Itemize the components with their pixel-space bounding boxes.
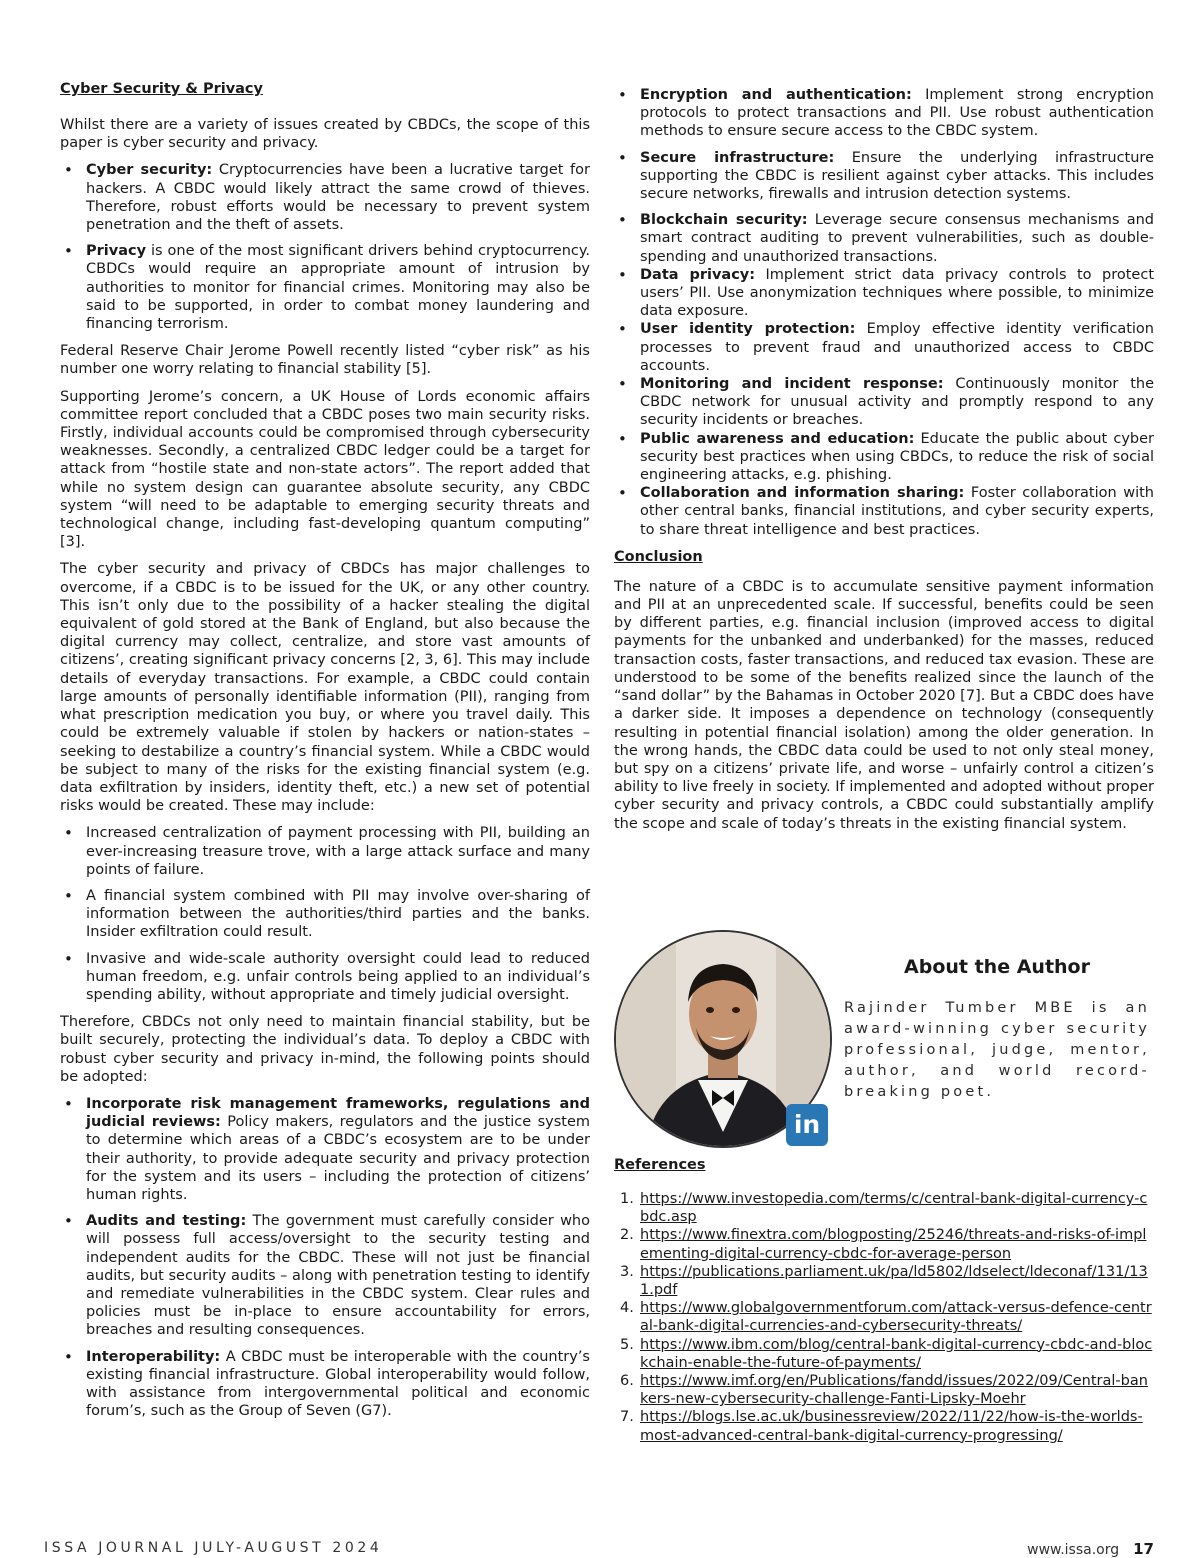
page-number: 17 <box>1133 1540 1154 1558</box>
list-item: • A financial system combined with PII may involve over-sharing of information between the authorities/third parties and the banks. Insider exfiltration could result. <box>60 887 590 942</box>
reference-item <box>614 1226 1154 1262</box>
reference-link[interactable]: https://blogs.lse.ac.uk/businessreview/2022/11/22/how-is-the-worlds-most-advanced-central-bank-digital-currency-progressing/ <box>640 1409 1143 1444</box>
adoption-paragraph: Therefore, CBDCs not only need to maintain financial stability, but be built securely, protecting the individual’s data. To deploy a CBDC with robust cyber security and privacy in-mind, the following points should be adopted: <box>60 1014 590 1085</box>
item-text: Implement strict data privacy controls to protect users’ PII. Use anonymization techniques where possible, to minimize data exposure. <box>640 266 1154 320</box>
list-item: • Increased centralization of payment processing with PII, building an ever-increasing treasure trove, with a large attack surface and many points of failure. <box>60 824 590 879</box>
points-list-continued <box>614 86 1154 539</box>
item-text: Foster collaboration with other central banks, financial institutions, and cyber security experts, to share threat intelligence and best practices. <box>640 485 1154 538</box>
reference-link[interactable]: https://www.finextra.com/blogposting/25246/threats-and-risks-of-implementing-digital-currency-cbdc-for-average-person <box>640 1227 1147 1262</box>
item-text: A CBDC must be interoperable with the country’s existing financial infrastructure. Global interoperability would follow, with assistance from intergovernmental political and economic forum’s, such as the Group of Seven (G7). <box>86 1348 590 1420</box>
item-text: Ensure the underlying infrastructure supporting the CBDC is resilient against cyber attacks. This includes secure networks, firewalls and intrusion detection systems. <box>640 149 1154 203</box>
conclusion-paragraph: The nature of a CBDC is to accumulate sensitive payment information and PII at an unprecedented scale. If successful, benefits could be seen by different parties, e.g. financial inclusion (improved access to digital payments for the unbanked and underbanked) for the masses, reduced transaction costs, faster transactions, and reduced tax evasion. These are understood to be some of the benefits realized since the launch of the “sand dollar” by the Bahamas in October 2020 [7]. But a CBDC does have a darker side. It imposes a dependence on technology (consequently resulting in potential financial isolation) among the older generation. In the wrong hands, the CBDC data could be used to not only steal money, but spy on a citizens’ private life, and worse – unfairly control a citizen’s ability to live freely in society. If implemented and adopted without proper cyber security and privacy controls, a CBDC could substantially amplify the scope and scale of today’s threats in the existing financial system. <box>614 578 1154 832</box>
item-term: Cyber security: <box>86 162 213 179</box>
list-item <box>60 242 590 333</box>
item-term: User identity protection: <box>640 321 856 338</box>
lords-paragraph: Supporting Jerome’s concern, a UK House of Lords economic affairs committee report concluded that a CBDC poses two main security risks. Firstly, individual accounts could be compromised through cybersecurity weaknesses. Secondly, a centralized CBDC ledger could be a target for attack from “hostile state and non-state actors”. The report added that while no system design can guarantee absolute security, any CBDC system “will need to be adaptable to emerging security threats and technological change, including fast-developing quantum computing” [3]. <box>60 388 590 551</box>
reference-number: 2. <box>620 1227 634 1244</box>
list-item <box>614 149 1154 204</box>
item-text: Cryptocurrencies have been a lucrative target for hackers. A CBDC would likely attract the same crowd of thieves. Therefore, robust efforts would be necessary to prevent system penetration and the theft of assets. <box>86 162 590 234</box>
item-text: The government must carefully consider who will possess full access/oversight to the security testing and independent audits for the CBDC. These will not just be financial audits, but security audits – along with penetration testing to identify and remediate vulnerabilities in the CBDC system. Clear rules and policies must be in-place to ensure accountability for errors, breaches and resulting consequences. <box>86 1213 590 1339</box>
reference-item <box>614 1336 1154 1372</box>
item-term: Secure infrastructure: <box>640 149 835 166</box>
reference-item <box>614 1408 1154 1444</box>
list-item <box>614 211 1154 266</box>
list-item <box>614 375 1154 430</box>
item-term: Public awareness and education: <box>640 430 915 447</box>
item-text: Policy makers, regulators and the justice system to determine which areas of a CBDC’s ecosystem are to be under their authority, to provide adequate security and privacy protection for the system and its users – including the protection of citizens’ human rights. <box>86 1114 591 1203</box>
reference-number: 7. <box>620 1409 634 1426</box>
challenges-paragraph: The cyber security and privacy of CBDCs has major challenges to overcome, if a CBDC is to be issued for the UK, or any other country. This isn’t only due to the possibility of a hacker stealing the digital equivalent of gold stored at the Bank of England, but also because the digital currency may collect, centralize, and store vast amounts of citizens’, creating significant privacy concerns [2, 3, 6]. This may include details of everyday transactions. For example, a CBDC could contain large amounts of personally identifiable information (PII), ranging from what prescription medication you buy, or where you travel daily. This could be extremely valuable if stolen by hackers or nation-states – seeking to destabilize a country’s financial system. While a CBDC would be subject to many of the risks for the existing financial system (e.g. data exfiltration by insiders, identity theft, etc.) a new set of potential risks would be created. These may include: <box>60 561 590 815</box>
list-item <box>60 1212 590 1339</box>
footer-site-link[interactable]: www.issa.org <box>1027 1542 1120 1558</box>
reference-item <box>614 1263 1154 1299</box>
item-text: Implement strong encryption protocols to protect transactions and PII. Use robust authentication methods to ensure secure access to the CBDC system. <box>640 87 1154 140</box>
reference-link[interactable]: https://www.investopedia.com/terms/c/central-bank-digital-currency-cbdc.asp <box>640 1191 1148 1226</box>
item-term: Audits and testing: <box>86 1213 247 1230</box>
references-list <box>614 1190 1154 1445</box>
reference-item <box>614 1299 1154 1335</box>
powell-paragraph: Federal Reserve Chair Jerome Powell recently listed “cyber risk” as his number one worry relating to financial stability [5]. <box>60 343 590 378</box>
list-item <box>614 320 1154 375</box>
references-title: References <box>614 1157 706 1173</box>
reference-number: 3. <box>620 1263 634 1280</box>
reference-link[interactable]: https://www.ibm.com/blog/central-bank-digital-currency-cbdc-and-blockchain-enable-the-future-of-payments/ <box>640 1336 1153 1371</box>
reference-number: 6. <box>620 1373 634 1390</box>
item-term: Incorporate risk management frameworks, regulations and judicial reviews: <box>86 1095 590 1131</box>
issues-list <box>60 161 590 333</box>
list-item <box>614 430 1154 485</box>
item-text: Educate the public about cyber security best practices when using CBDCs, to reduce the risk of social engineering attacks, e.g. phishing. <box>640 430 1155 484</box>
item-text: Employ effective identity verification processes to prevent fraud and unauthorized access to CBDC accounts. <box>640 321 1154 374</box>
list-item <box>614 86 1154 141</box>
reference-link[interactable]: https://www.imf.org/en/Publications/fandd/issues/2022/09/Central-bankers-new-cybersecurity-challenge-Fanti-Lipsky-Moehr <box>640 1373 1148 1408</box>
list-item <box>614 484 1154 539</box>
item-term: Blockchain security: <box>640 212 808 229</box>
item-term: Interoperability: <box>86 1348 221 1365</box>
item-term: Data privacy: <box>640 266 756 283</box>
intro-paragraph: Whilst there are a variety of issues created by CBDCs, the scope of this paper is cyber security and privacy. <box>60 117 590 152</box>
item-text: Leverage secure consensus mechanisms and smart contract auditing to prevent vulnerabilities, such as double-spending and unauthorized transactions. <box>640 212 1154 265</box>
list-item <box>614 266 1154 321</box>
list-item: • Invasive and wide-scale authority oversight could lead to reduced human freedom, e.g. unfair controls being applied to an individual’s spending ability, without appropriate and timely judicial oversight. <box>60 950 590 1005</box>
author-block <box>614 930 1154 1145</box>
item-term: Monitoring and incident response: <box>640 376 944 393</box>
reference-item <box>614 1372 1154 1408</box>
section-title: Cyber Security & Privacy <box>60 81 263 97</box>
points-list <box>60 1095 590 1420</box>
reference-number: 4. <box>620 1300 634 1317</box>
left-column <box>60 80 590 1429</box>
reference-item <box>614 1190 1154 1226</box>
reference-number: 1. <box>620 1191 634 1207</box>
item-text: Continuously monitor the CBDC network for unusual activity and promptly respond to any security incidents or breaches. <box>640 376 1154 429</box>
list-item <box>60 161 590 234</box>
reference-link[interactable]: https://www.globalgovernmentforum.com/attack-versus-defence-central-bank-digital-currencies-and-cybersecurity-threats/ <box>640 1300 1152 1335</box>
item-term: Collaboration and information sharing: <box>640 485 965 502</box>
about-author-text: Rajinder Tumber MBE is an award-winning cyber security professional, judge, mentor, author, and world record-breaking poet. <box>844 1000 1150 1100</box>
list-item <box>60 1095 590 1204</box>
item-text: is one of the most significant drivers behind cryptocurrency. CBDCs would require an appropriate amount of intrusion by authorities to monitor for financial crimes. Monitoring may also be said to be supported, in order to combat money laundering and financing terrorism. <box>86 243 590 333</box>
item-term: Privacy <box>86 243 147 260</box>
references-section <box>614 1156 1154 1445</box>
item-term: Encryption and authentication: <box>640 87 912 103</box>
linkedin-icon[interactable]: in <box>786 1104 828 1146</box>
list-item <box>60 1348 590 1421</box>
footer-right <box>1027 1540 1154 1558</box>
footer-journal: ISSA JOURNAL JULY-AUGUST 2024 <box>44 1540 383 1556</box>
reference-link[interactable]: https://publications.parliament.uk/pa/ld5802/ldselect/ldeconaf/131/131.pdf <box>640 1263 1148 1299</box>
about-author-title: About the Author <box>904 956 1090 978</box>
risks-list <box>60 824 590 1004</box>
right-column <box>614 86 1154 842</box>
reference-number: 5. <box>620 1336 634 1353</box>
conclusion-title: Conclusion <box>614 548 703 565</box>
